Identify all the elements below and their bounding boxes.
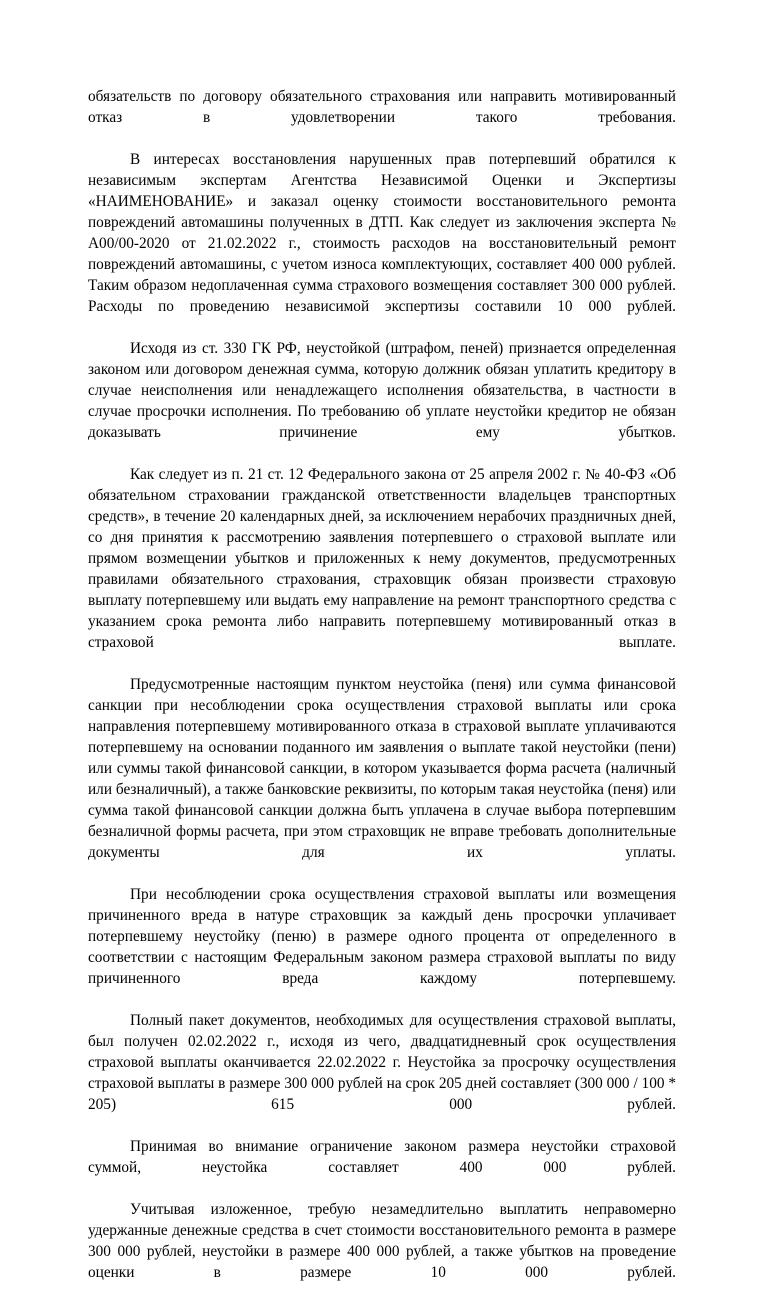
- paragraph-one-percent-penalty-per-day: При несоблюдении срока осуществления страховой выплаты или возмещения причиненного вреда в натуре страховщик за каждый день просрочки уплачивает потерпевшему неустойку (пеню) в размере одного процента от определенного в соответствии с настоящим Федеральным законом размера страховой выплаты по виду причиненного вреда каждому потерпевшему.: [88, 886, 676, 987]
- paragraph-document-package-and-calculation: Полный пакет документов, необходимых для осуществления страховой выплаты, был получен 02.02.2022 г., исходя из чего, двадцатидневный срок осуществления страховой выплаты оканчивается 22.02.2022 г. Неустойка за просрочку осуществления страховой выплаты в размере 300 000 рублей на срок 205 дней составляет (300 000 / 100 * 205) 615 000 рублей.: [88, 1012, 676, 1113]
- document-text-body: [88, 86, 676, 1304]
- paragraph-demand-conclusion: Учитывая изложенное, требую незамедлительно выплатить неправомерно удержанные денежные средства в счет стоимости восстановительного ремонта в размере 300 000 рублей, неустойки в размере 400 000 рублей, а также убытков на проведение оценки в размере 10 000 рублей.: [88, 1201, 676, 1281]
- paragraph-federal-law-40-fz: Как следует из п. 21 ст. 12 Федерального закона от 25 апреля 2002 г. № 40-ФЗ «Об обязательном страховании гражданской ответственности владельцев транспортных средств», в течение 20 календарных дней, за исключением нерабочих праздничных дней, со дня принятия к рассмотрению заявления потерпевшего о страховой выплате или прямом возмещении убытков и приложенных к нему документов, предусмотренных правилами обязательного страхования, страховщик обязан произвести страховую выплату потерпевшему или выдать ему направление на ремонт транспортного средства с указанием срока ремонта либо направить потерпевшему мотивированный отказ в страховой выплате.: [88, 466, 676, 651]
- paragraph-article-330-civil-code: Исходя из ст. 330 ГК РФ, неустойкой (штрафом, пеней) признается определенная законом или договором денежная сумма, которую должник обязан уплатить кредитору в случае неисполнения или ненадлежащего исполнения обязательства, в частности в случае просрочки исполнения. По требованию об уплате неустойки кредитор не обязан доказывать причинение ему убытков.: [88, 340, 676, 441]
- paragraph-penalty-financial-sanction: Предусмотренные настоящим пунктом неустойка (пеня) или сумма финансовой санкции при несоблюдении срока осуществления страховой выплаты или срока направления потерпевшему мотивированного отказа в страховой выплате уплачиваются потерпевшему на основании поданного им заявления о выплате такой неустойки (пени) или суммы такой финансовой санкции, в котором указывается форма расчета (наличный или безналичный), а также банковские реквизиты, по которым такая неустойка (пеня) или сумма такой финансовой санкции должна быть уплачена в случае выбора потерпевшим безналичной формы расчета, при этом страховщик не вправе требовать дополнительные документы для их уплаты.: [88, 676, 676, 861]
- paragraph-independent-expert-assessment: В интересах восстановления нарушенных прав потерпевший обратился к независимым экспертам Агентства Независимой Оценки и Экспертизы «НАИМЕНОВАНИЕ» и заказал оценку стоимости восстановительного ремонта повреждений автомашины полученных в ДТП. Как следует из заключения эксперта № А00/00-2020 от 21.02.2022 г., стоимость расходов на восстановительный ремонт повреждений автомашины, с учетом износа комплектующих, составляет 400 000 рублей. Таким образом недоплаченная сумма страхового возмещения составляет 300 000 рублей. Расходы по проведению независимой экспертизы составили 10 000 рублей.: [88, 151, 676, 315]
- paragraph-continuation: обязательств по договору обязательного страхования или направить мотивированный отказ в удовлетворении такого требования.: [88, 88, 676, 126]
- paragraph-penalty-capped-at-insured-sum: Принимая во внимание ограничение законом размера неустойки страховой суммой, неустойка составляет 400 000 рублей.: [88, 1138, 676, 1176]
